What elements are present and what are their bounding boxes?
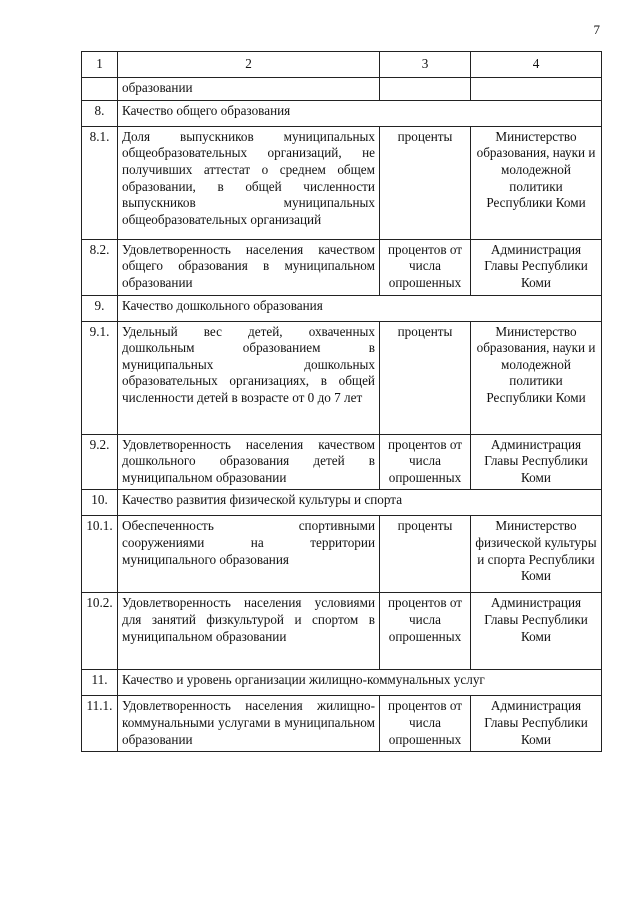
indicator-row — [82, 593, 602, 670]
indicator-unit: проценты — [380, 516, 471, 593]
page-number: 7 — [593, 22, 600, 37]
indicator-responsible: Администрация Главы Республики Коми — [471, 434, 602, 490]
section-title: Качество развития физической культуры и спорта — [118, 490, 602, 516]
indicator-description: Доля выпускников муниципальных общеобразовательных организаций, не получивших аттестат о среднем общем образовании, в общей численности выпускников муниципальных общеобразовательных организаций — [118, 126, 380, 239]
section-number: 10. — [82, 490, 118, 516]
indicator-number: 9.1. — [82, 321, 118, 434]
continuation-resp-cell — [471, 78, 602, 101]
continuation-num-cell — [82, 78, 118, 101]
indicator-number: 10.1. — [82, 516, 118, 593]
section-row — [82, 490, 602, 516]
indicator-row — [82, 126, 602, 239]
indicator-number: 9.2. — [82, 434, 118, 490]
indicator-number: 10.2. — [82, 593, 118, 670]
indicator-responsible: Администрация Главы Республики Коми — [471, 239, 602, 295]
header-col-2: 2 — [118, 52, 380, 78]
header-col-3: 3 — [380, 52, 471, 78]
section-title: Качество дошкольного образования — [118, 295, 602, 321]
indicator-responsible: Администрация Главы Республики Коми — [471, 696, 602, 752]
indicator-responsible: Министерство образования, науки и молодежной политики Республики Коми — [471, 126, 602, 239]
indicator-unit: проценты — [380, 126, 471, 239]
indicator-responsible: Министерство образования, науки и молодежной политики Республики Коми — [471, 321, 602, 434]
header-col-4: 4 — [471, 52, 602, 78]
section-row — [82, 295, 602, 321]
section-row — [82, 670, 602, 696]
indicator-description: Удельный вес детей, охваченных дошкольным образованием в муниципальных дошкольных образовательных организациях, в общей численности детей в возрасте от 0 до 7 лет — [118, 321, 380, 434]
indicator-description: Удовлетворенность населения условиями для занятий физкультурой и спортом в муниципальном образовании — [118, 593, 380, 670]
indicator-responsible: Администрация Главы Республики Коми — [471, 593, 602, 670]
section-title: Качество общего образования — [118, 100, 602, 126]
continuation-text: образовании — [118, 78, 380, 101]
indicator-number: 8.1. — [82, 126, 118, 239]
indicator-row — [82, 696, 602, 752]
indicator-number: 8.2. — [82, 239, 118, 295]
indicator-row — [82, 434, 602, 490]
section-number: 11. — [82, 670, 118, 696]
section-number: 8. — [82, 100, 118, 126]
indicator-description: Удовлетворенность населения качеством общего образования в муниципальном образовании — [118, 239, 380, 295]
continuation-unit-cell — [380, 78, 471, 101]
indicator-unit: проценты — [380, 321, 471, 434]
indicator-row — [82, 239, 602, 295]
indicator-description: Удовлетворенность населения жилищно-коммунальными услугами в муниципальном образовании — [118, 696, 380, 752]
indicator-row — [82, 516, 602, 593]
indicator-unit: процентов от числа опрошенных — [380, 593, 471, 670]
indicator-row — [82, 321, 602, 434]
continuation-row — [82, 78, 602, 101]
section-number: 9. — [82, 295, 118, 321]
indicator-description: Обеспеченность спортивными сооружениями на территории муниципального образования — [118, 516, 380, 593]
header-col-1: 1 — [82, 52, 118, 78]
indicator-responsible: Министерство физической культуры и спорта Республики Коми — [471, 516, 602, 593]
indicator-description: Удовлетворенность населения качеством дошкольного образования детей в муниципальном образовании — [118, 434, 380, 490]
table-header-row — [82, 52, 602, 78]
indicator-number: 11.1. — [82, 696, 118, 752]
indicator-unit: процентов от числа опрошенных — [380, 696, 471, 752]
indicator-unit: процентов от числа опрошенных — [380, 239, 471, 295]
indicator-unit: процентов от числа опрошенных — [380, 434, 471, 490]
section-row — [82, 100, 602, 126]
indicators-table — [81, 51, 602, 752]
section-title: Качество и уровень организации жилищно-коммунальных услуг — [118, 670, 602, 696]
